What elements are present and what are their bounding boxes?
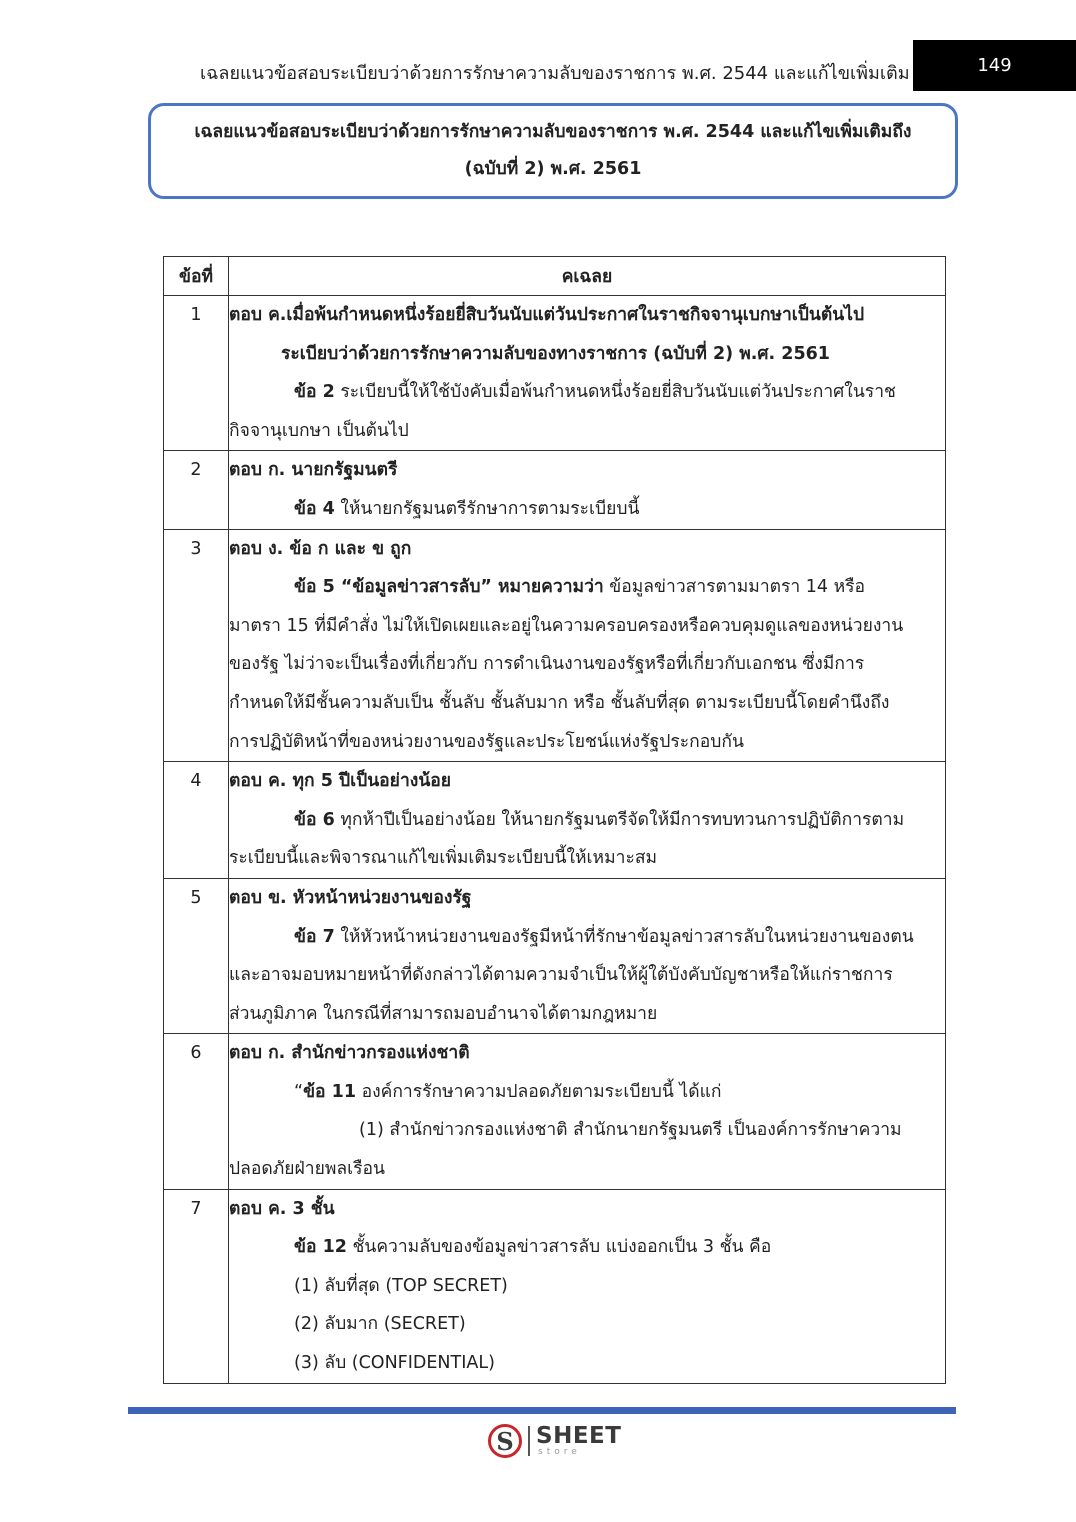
logo-separator	[528, 1426, 530, 1456]
clause-text: ข้อ 12 ชั้นความลับของข้อมูลข่าวสารลับ แบ่งออกเป็น 3 ชั้น คือ	[294, 1237, 772, 1258]
logo-s-icon: S	[488, 1424, 522, 1458]
clause-text-cont: กิจจานุเบกษา เป็นต้นไป	[229, 420, 409, 441]
footer-divider	[128, 1407, 956, 1414]
row-answer-cell	[229, 762, 946, 879]
page-number: 149	[913, 40, 1076, 91]
row-answer-cell	[229, 1189, 946, 1383]
clause-text-cont: ส่วนภูมิภาค ในกรณีที่สามารถมอบอำนาจได้ตามกฎหมาย	[229, 1003, 658, 1024]
clause-text-cont: ปลอดภัยฝ่ายพลเรือน	[229, 1159, 385, 1180]
row-number: 3	[164, 529, 229, 762]
table-row	[164, 451, 946, 529]
logo-word: SHEET	[536, 1423, 622, 1449]
column-header-number: ข้อที่	[164, 257, 229, 296]
logo-subword: store	[538, 1447, 581, 1457]
sheet-store-logo	[488, 1421, 621, 1461]
table-row	[164, 1189, 946, 1383]
clause-text: ข้อ 7 ให้หัวหน้าหน่วยงานของรัฐมีหน้าที่รักษาข้อมูลข่าวสารลับในหน่วยงานของตน	[294, 926, 914, 947]
answer-line: ตอบ ค. ทุก 5 ปีเป็นอย่างน้อย	[229, 771, 452, 792]
clause-text-cont: ระเบียบนี้และพิจารณาแก้ไขเพิ่มเติมระเบียบนี้ให้เหมาะสม	[229, 848, 658, 869]
clause-text-cont: ของรัฐ ไม่ว่าจะเป็นเรื่องที่เกี่ยวกับ การดำเนินงานของรัฐหรือที่เกี่ยวกับเอกชน ซึ่งมีการ	[229, 654, 865, 675]
column-header-answer: คเฉลย	[229, 257, 946, 296]
table-row	[164, 529, 946, 762]
row-answer-cell	[229, 451, 946, 529]
table-header-row	[164, 257, 946, 296]
table-row	[164, 762, 946, 879]
row-number: 2	[164, 451, 229, 529]
row-answer-cell	[229, 1034, 946, 1189]
clause-text: ข้อ 6 ทุกห้าปีเป็นอย่างน้อย ให้นายกรัฐมนตรีจัดให้มีการทบทวนการปฏิบัติการตาม	[294, 809, 905, 830]
regulation-subtitle: ระเบียบว่าด้วยการรักษาความลับของทางราชการ (ฉบับที่ 2) พ.ศ. 2561	[281, 343, 830, 364]
table-row	[164, 878, 946, 1033]
sub-item-text: (1) สำนักข่าวกรองแห่งชาติ สำนักนายกรัฐมนตรี เป็นองค์การรักษาความ	[359, 1120, 902, 1141]
answer-line: ตอบ ข. หัวหน้าหน่วยงานของรัฐ	[229, 887, 472, 908]
list-item: (3) ลับ (CONFIDENTIAL)	[294, 1353, 495, 1374]
clause-text-cont: และอาจมอบหมายหน้าที่ดังกล่าวได้ตามความจำเป็นให้ผู้ใต้บังคับบัญชาหรือให้แก่ราชการ	[229, 965, 893, 986]
answer-line: ตอบ ค. 3 ชั้น	[229, 1198, 335, 1219]
table-row	[164, 1034, 946, 1189]
clause-text: ข้อ 4 ให้นายกรัฐมนตรีรักษาการตามระเบียบนี้	[294, 498, 640, 519]
list-item: (2) ลับมาก (SECRET)	[294, 1314, 466, 1335]
answer-table	[163, 256, 946, 1384]
answer-line: ตอบ ก. นายกรัฐมนตรี	[229, 460, 398, 481]
title-line-1: เฉลยแนวข้อสอบระเบียบว่าด้วยการรักษาความลับของราชการ พ.ศ. 2544 และแก้ไขเพิ่มเติมถึง	[194, 122, 912, 142]
answer-line: ตอบ ค.เมื่อพ้นกำหนดหนึ่งร้อยยี่สิบวันนับแต่วันประกาศในราชกิจจานุเบกษาเป็นต้นไป	[229, 305, 865, 325]
answer-line: ตอบ ก. สำนักข่าวกรองแห่งชาติ	[229, 1043, 470, 1064]
table-row	[164, 296, 946, 451]
clause-text-cont: มาตรา 15 ที่มีคำสั่ง ไม่ให้เปิดเผยและอยู่ในความครอบครองหรือควบคุมดูแลของหน่วยงาน	[229, 615, 904, 636]
row-number: 7	[164, 1189, 229, 1383]
clause-text-cont: กำหนดให้มีชั้นความลับเป็น ชั้นลับ ชั้นลับมาก หรือ ชั้นลับที่สุด ตามระเบียบนี้โดยคำนึงถึง	[229, 692, 890, 713]
clause-text: “ข้อ 11 องค์การรักษาความปลอดภัยตามระเบียบนี้ ได้แก่	[294, 1081, 722, 1102]
clause-text: ข้อ 2 ระเบียบนี้ให้ใช้บังคับเมื่อพ้นกำหนดหนึ่งร้อยยี่สิบวันนับแต่วันประกาศในราช	[294, 382, 896, 403]
running-header: เฉลยแนวข้อสอบระเบียบว่าด้วยการรักษาความลับของราชการ พ.ศ. 2544 และแก้ไขเพิ่มเติม	[200, 63, 910, 84]
title-box	[148, 103, 958, 199]
list-item: (1) ลับที่สุด (TOP SECRET)	[294, 1275, 508, 1296]
row-answer-cell	[229, 529, 946, 762]
row-number: 4	[164, 762, 229, 879]
row-number: 6	[164, 1034, 229, 1189]
row-number: 5	[164, 878, 229, 1033]
clause-text: ข้อ 5 “ข้อมูลข่าวสารลับ” หมายความว่า ข้อมูลข่าวสารตามมาตรา 14 หรือ	[294, 577, 866, 598]
row-number: 1	[164, 296, 229, 451]
logo-text	[536, 1425, 621, 1457]
answer-line: ตอบ ง. ข้อ ก และ ข ถูก	[229, 538, 412, 559]
row-answer-cell	[229, 878, 946, 1033]
title-line-2: (ฉบับที่ 2) พ.ศ. 2561	[464, 159, 642, 179]
clause-text-cont: การปฏิบัติหน้าที่ของหน่วยงานของรัฐและประโยชน์แห่งรัฐประกอบกัน	[229, 731, 744, 752]
row-answer-cell	[229, 296, 946, 451]
